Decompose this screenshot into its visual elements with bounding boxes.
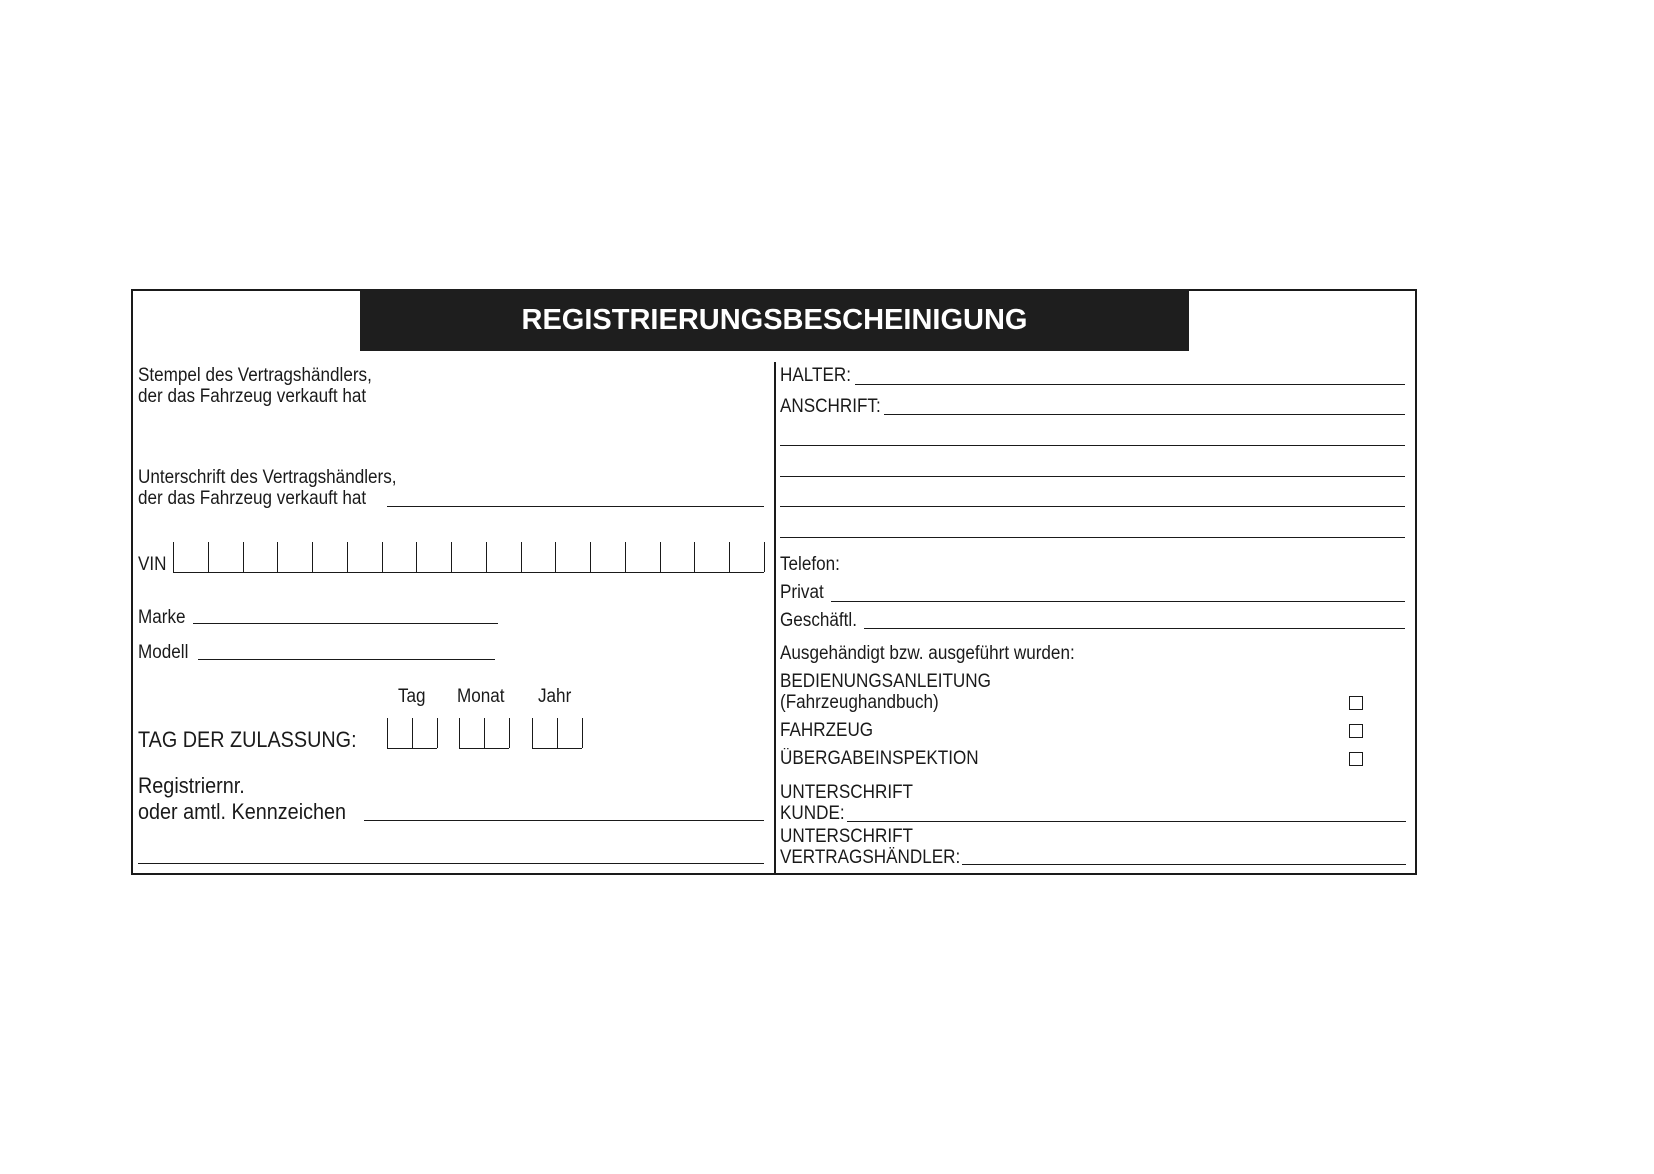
date-cell-divider: [509, 718, 510, 748]
registration-number-label-line1: Registriernr.: [138, 773, 245, 798]
customer-signature-label-line1: UNTERSCHRIFT: [780, 782, 914, 803]
checklist-item-manual-line1: BEDIENUNGSANLEITUNG: [780, 671, 991, 692]
make-field[interactable]: [193, 623, 498, 624]
vin-baseline: [173, 572, 764, 573]
vin-cell-divider: [521, 542, 522, 572]
vin-cell-divider: [694, 542, 695, 572]
dealer-signature-label-line2: der das Fahrzeug verkauft hat: [138, 488, 367, 509]
vin-cell-divider: [590, 542, 591, 572]
business-phone-label: Geschäftl.: [780, 610, 857, 631]
checklist-item-inspection: ÜBERGABEINSPEKTION: [780, 748, 979, 769]
date-cell-divider: [387, 718, 388, 748]
private-phone-label: Privat: [780, 582, 824, 603]
date-cell-divider: [437, 718, 438, 748]
date-cell-baseline: [459, 748, 509, 749]
vin-cell-divider: [660, 542, 661, 572]
vin-cell-divider: [625, 542, 626, 572]
vin-cell-divider: [729, 542, 730, 572]
vin-cell-divider: [173, 542, 174, 572]
address-field[interactable]: [884, 414, 1405, 415]
checklist-checkbox-inspection[interactable]: [1349, 752, 1363, 766]
model-label: Modell: [138, 642, 189, 663]
registration-number-field-extra[interactable]: [138, 863, 764, 864]
checklist-item-vehicle: FAHRZEUG: [780, 720, 874, 741]
registration-date-label: TAG DER ZULASSUNG:: [138, 727, 357, 752]
dealer-stamp-label-line1: Stempel des Vertragshändlers,: [138, 365, 372, 386]
dealer-signature-right-label-line1: UNTERSCHRIFT: [780, 826, 914, 847]
vin-cell-divider: [208, 542, 209, 572]
vin-cell-divider: [312, 542, 313, 572]
date-month-label: Monat: [457, 686, 505, 707]
form-title: REGISTRIERUNGSBESCHEINIGUNG: [360, 289, 1189, 351]
customer-signature-label-line2: KUNDE:: [780, 803, 845, 824]
vin-cell-divider: [451, 542, 452, 572]
dealer-signature-right-field[interactable]: [962, 864, 1406, 865]
dealer-signature-right-label-line2: VERTRAGSHÄNDLER:: [780, 847, 961, 868]
date-cell-divider: [412, 718, 413, 748]
phone-label: Telefon:: [780, 554, 840, 575]
vin-cell-divider: [416, 542, 417, 572]
date-cell-divider: [582, 718, 583, 748]
vin-cell-divider: [764, 542, 765, 572]
dealer-signature-label-line1: Unterschrift des Vertragshändlers,: [138, 467, 397, 488]
holder-field[interactable]: [855, 384, 1405, 385]
registration-number-field[interactable]: [364, 820, 764, 821]
private-phone-field[interactable]: [831, 601, 1405, 602]
dealer-signature-field[interactable]: [387, 506, 764, 507]
date-cell-baseline: [387, 748, 437, 749]
address-label: ANSCHRIFT:: [780, 396, 881, 417]
column-divider: [774, 362, 776, 875]
date-cell-divider: [532, 718, 533, 748]
address-field-line3[interactable]: [780, 476, 1405, 477]
vin-cell-divider: [243, 542, 244, 572]
checklist-checkbox-vehicle[interactable]: [1349, 724, 1363, 738]
date-cell-divider: [557, 718, 558, 748]
business-phone-field[interactable]: [864, 628, 1405, 629]
checklist-item-manual-line2: (Fahrzeughandbuch): [780, 692, 939, 713]
address-field-line5[interactable]: [780, 537, 1405, 538]
vin-cell-divider: [486, 542, 487, 572]
dealer-stamp-label-line2: der das Fahrzeug verkauft hat: [138, 386, 367, 407]
date-cell-divider: [459, 718, 460, 748]
customer-signature-field[interactable]: [847, 821, 1406, 822]
date-cell-baseline: [532, 748, 582, 749]
address-field-line2[interactable]: [780, 445, 1405, 446]
date-year-label: Jahr: [538, 686, 572, 707]
handed-over-label: Ausgehändigt bzw. ausgeführt wurden:: [780, 643, 1075, 664]
checklist-checkbox-manual[interactable]: [1349, 696, 1363, 710]
vin-cell-divider: [347, 542, 348, 572]
registration-number-label-line2: oder amtl. Kennzeichen: [138, 799, 347, 824]
vin-cell-divider: [382, 542, 383, 572]
vin-label: VIN: [138, 554, 167, 575]
date-day-label: Tag: [398, 686, 426, 707]
vin-cell-divider: [555, 542, 556, 572]
vin-cell-divider: [277, 542, 278, 572]
model-field[interactable]: [198, 659, 495, 660]
date-cell-divider: [484, 718, 485, 748]
make-label: Marke: [138, 607, 186, 628]
holder-label: HALTER:: [780, 365, 851, 386]
address-field-line4[interactable]: [780, 506, 1405, 507]
